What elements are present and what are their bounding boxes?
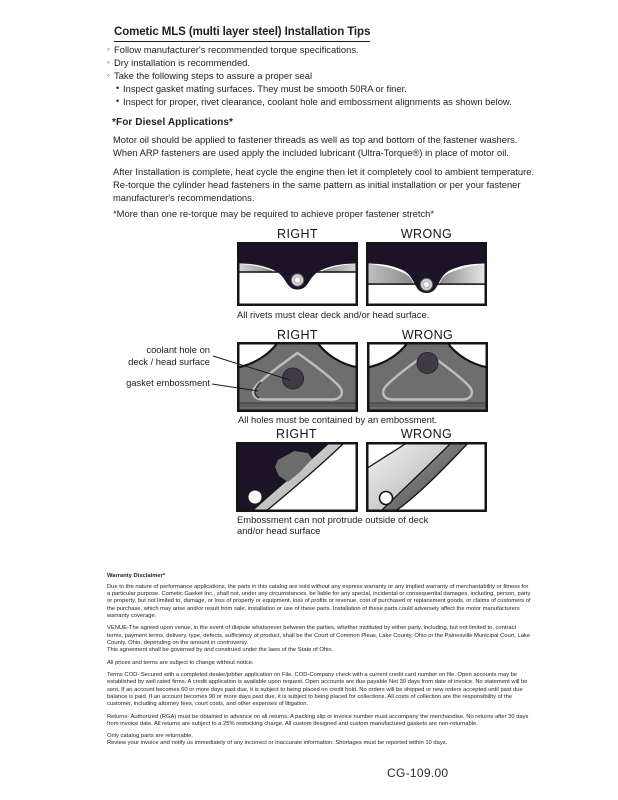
installation-tips-list xyxy=(107,43,547,108)
row3-caption: Embossment can not protrude outside of deck and/or head surface xyxy=(237,514,429,536)
diagram-embossment-protrusion-wrong xyxy=(366,442,487,512)
annotation-coolant-hole: coolant hole on deck / head surface xyxy=(128,344,210,367)
diesel-section-heading: *For Diesel Applications* xyxy=(112,117,234,128)
open-bullet-icon: ◦ xyxy=(107,70,111,80)
list-item xyxy=(116,95,547,108)
warranty-disclaimer xyxy=(107,573,531,753)
warranty-heading: Warranty Disclaimer* xyxy=(107,573,166,579)
warranty-paragraph: VENUE-The agreed upon venue, in the event of dispute whatsoever between the parties, whether instituted by either party, including, but not limited to, contract terms, payment terms, delivery, type, defects, sufficiency of product, shall be the Court of Common Pleas, Lake County, Ohio or the Painesville Municipal Court, Lake County, Ohio, depending on the amount in controversy. xyxy=(107,625,531,646)
filled-bullet-icon: • xyxy=(116,83,120,93)
row2-caption: All holes must be contained by an embossment. xyxy=(238,414,438,425)
coolant-hole xyxy=(417,353,438,374)
bolt-hole xyxy=(249,491,262,504)
right-label-row2: RIGHT xyxy=(277,328,318,342)
filled-bullet-icon: • xyxy=(116,96,120,106)
tip-text: Follow manufacturer's recommended torque specifications. xyxy=(114,44,359,55)
diagram-embossment-containment-wrong xyxy=(367,342,488,412)
diagram-rivet-clearance-wrong xyxy=(366,242,487,306)
diesel-paragraph: After Installation is complete, heat cycle the engine then let it completely cool to ambient temperature. Re-torque the cylinder head fasteners in the same pattern as initial installation or per your fastener manufacturer's recommendations. xyxy=(113,166,535,204)
right-label-row3: RIGHT xyxy=(276,427,317,441)
diagram-embossment-containment-right xyxy=(237,342,358,412)
bolt-hole xyxy=(380,492,393,505)
warranty-paragraph: Terms COD- Secured with a completed dealer/jobber application on File, COD-Company check with a current credit card number on file. Open accounts may be established by well rated firms. A credit application is available upon request. Open accounts are due payable Net 30 days from date of invoice. No statement will be sent. If an account becomes 60 or more days past due, it is subject to being placed on credit hold. No orders will be shipped or new orders accepted until past due balance is paid. If an account becomes 90 or more days past due, it is subject to being placed for collections. All costs of collection are the responsibility of the customer, including attorney fees, court costs, and other expenses of litigation. xyxy=(107,672,528,707)
list-item xyxy=(107,56,547,69)
warranty-paragraph: Returns- Authorized (RGA) must be obtained in advance on all returns. A packing slip or invoice number must accompany the merchandise. No returns after 30 days from invoice date. All returns are subject to a 25% restocking charge. All custom designed and custom manufactured gaskets are non-returnable. xyxy=(107,713,529,727)
tip-text: Dry installation is recommended. xyxy=(114,57,250,68)
diagram-rivet-clearance-right xyxy=(237,242,358,306)
warranty-paragraph: All prices and terms are subject to change without notice. xyxy=(107,659,254,666)
warranty-paragraph: Review your invoice and notify us immediately of any incorrect or inaccurate information. Shortages must be reported within 10 days. xyxy=(107,740,448,747)
coolant-hole xyxy=(283,368,304,389)
right-label-row1: RIGHT xyxy=(277,227,318,241)
annotation-gasket-embossment: gasket embossment xyxy=(126,377,210,388)
wrong-label-row3: WRONG xyxy=(400,427,453,441)
row1-caption: All rivets must clear deck and/or head surface. xyxy=(237,309,430,320)
open-bullet-icon: ◦ xyxy=(107,57,111,67)
wrong-label-row1: WRONG xyxy=(400,227,453,241)
diesel-paragraph: Motor oil should be applied to fastener threads as well as top and bottom of the fastener washers. When ARP fasteners are used apply the included lubricant (Ultra-Torque®) in place of motor oil. xyxy=(113,134,518,159)
warranty-paragraph: This agreement shall be governed by and construed under the laws of the State of Ohio. xyxy=(107,646,334,653)
tip-text: Inspect for proper, rivet clearance, coolant hole and embossment alignments as shown below. xyxy=(123,96,512,107)
list-item xyxy=(107,43,547,56)
wrong-label-row2: WRONG xyxy=(401,328,454,342)
open-bullet-icon: ◦ xyxy=(107,44,111,54)
tip-text: Inspect gasket mating surfaces. They must be smooth 50RA or finer. xyxy=(123,83,407,94)
retorque-note: *More than one re-torque may be required to achieve proper fastener stretch* xyxy=(113,208,435,219)
tip-text: Take the following steps to assure a proper seal xyxy=(114,70,313,81)
page-title: Cometic MLS (multi layer steel) Installation Tips xyxy=(114,26,370,42)
warranty-paragraph: Due to the nature of performance applications, the parts in this catalog are sold without any express warranty or any implied warranty of merchantability or fitness for a particular purpose. Cometic Gasket Inc., shall not, under any circumstances, be liable for any special, incidental or consequential damages, including, person, party or property, but not limited to, damage, or loss of property or equipment, loss of profits or revenue, cost of purchased or replacement goods, or claims of customers of the purchase, which may arise and/or result from sale, installation or use of these parts. Installation of these parts could adversely affect the motor manufacturers warranty coverage. xyxy=(107,584,531,619)
diagram-embossment-protrusion-right xyxy=(236,442,358,512)
list-item xyxy=(116,82,547,95)
list-item xyxy=(107,69,547,82)
page-code: CG-109.00 xyxy=(387,766,449,780)
warranty-paragraph: Only catalog parts are returnable. xyxy=(107,733,194,740)
